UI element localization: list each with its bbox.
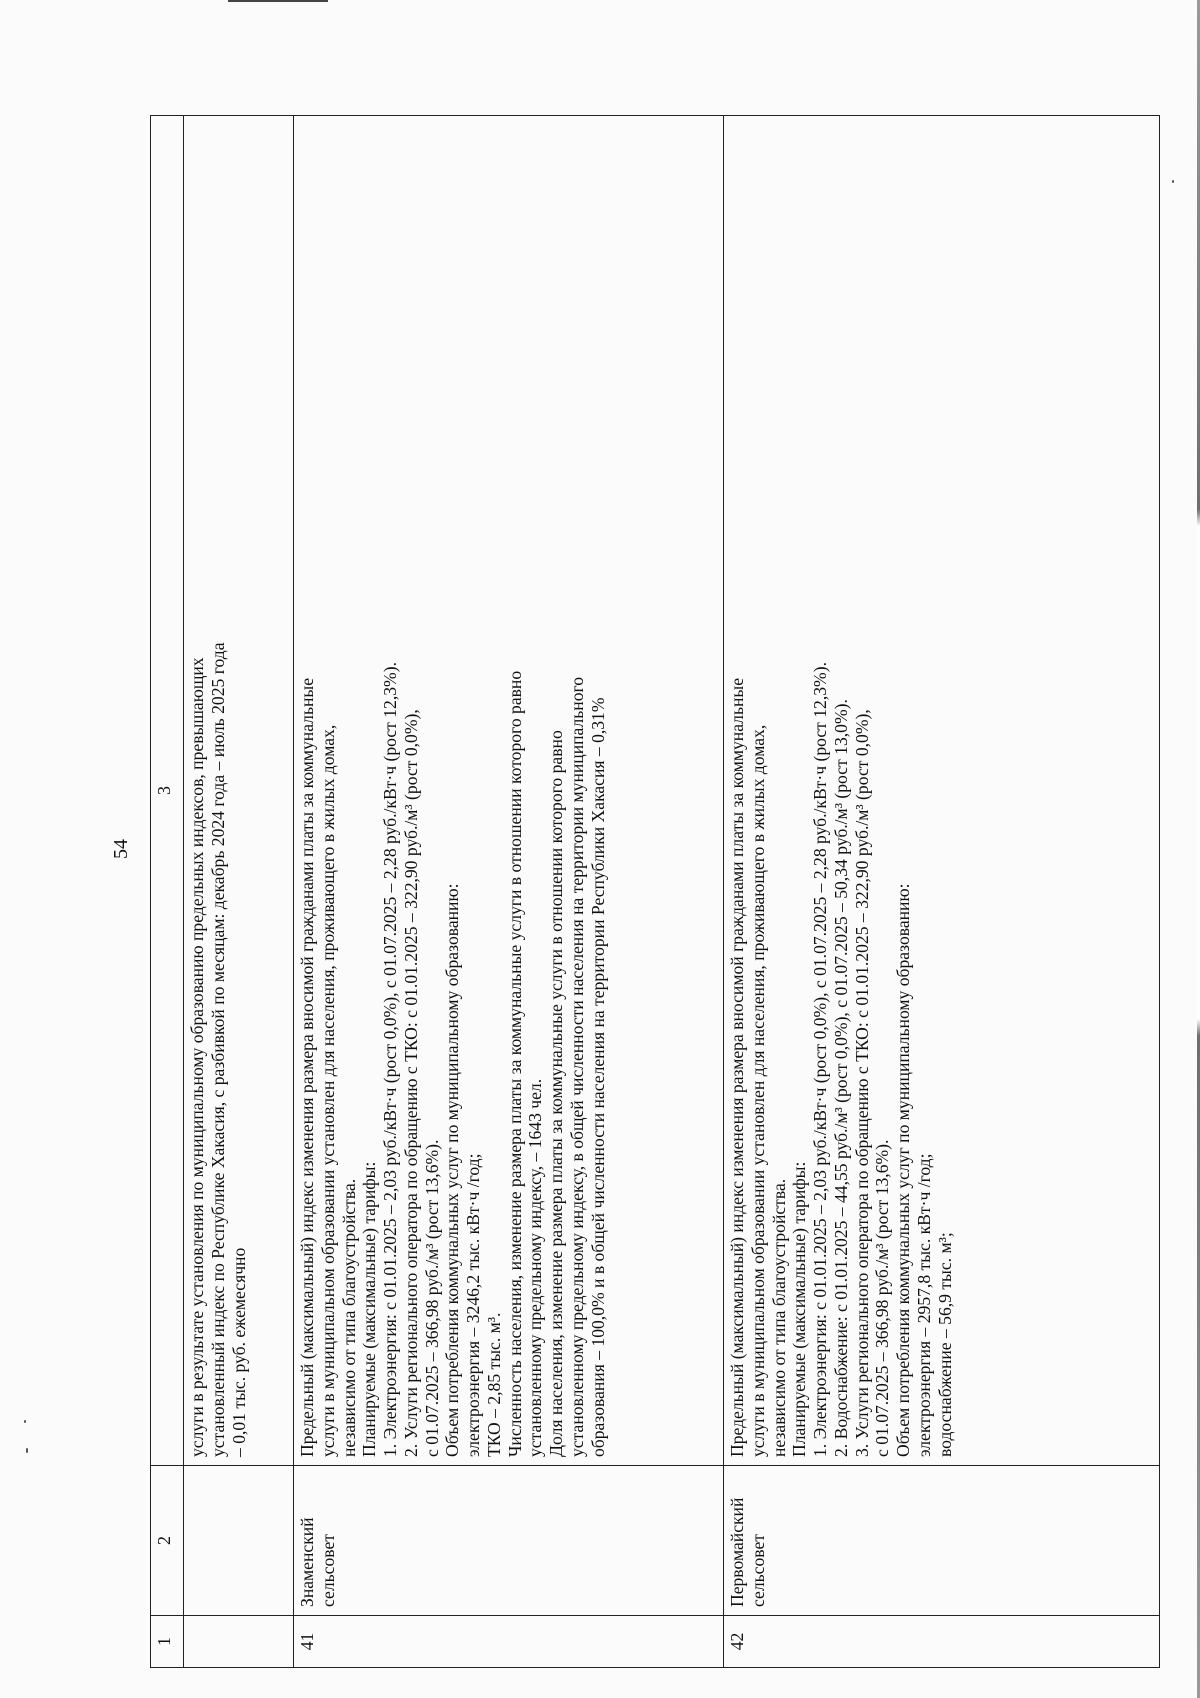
header-col-3: 3 xyxy=(151,116,184,1466)
text-line: независимо от типа благоустройства. xyxy=(768,1178,789,1457)
text-line: установленному предельному индексу, – 1643 чел. xyxy=(525,1078,546,1457)
municipality-name: Первомайский сельсовет xyxy=(724,1466,1160,1616)
text-line: Планируемые (максимальные) тарифы: xyxy=(359,1161,380,1457)
text-line: услуги в муниципальном образовании установлен для населения, проживающего в жилых домах, xyxy=(317,724,338,1457)
text-line: установленному предельному индексу, в общей численности населения на территории муниципального xyxy=(566,676,587,1457)
municipality-name xyxy=(184,1466,294,1616)
text-line: Численность населения, изменение размера платы за коммунальные услуги в отношении которого равно xyxy=(504,670,525,1457)
text-line: 3. Услуги регионального оператора по обращению с ТКО: с 01.01.2025 – 322,90 руб./м³ (рост 0,0%), xyxy=(851,709,872,1457)
header-col-2: 2 xyxy=(151,1466,184,1616)
text-line: Планируемые (максимальные) тарифы: xyxy=(789,1161,810,1457)
text-line: ТКО – 2,85 тыс. м³. xyxy=(483,1312,504,1457)
text-line: 2. Услуги регионального оператора по обращению с ТКО: с 01.01.2025 – 322,90 руб./м³ (рост 0,0%), xyxy=(400,709,421,1457)
tariff-table xyxy=(150,115,1160,1668)
text-line: электроэнергия – 3246,2 тыс. кВт·ч /год; xyxy=(463,1153,483,1457)
text-line: электроэнергия – 2957,8 тыс. кВт·ч /год; xyxy=(913,1153,934,1457)
text-line: услуги в муниципальном образовании установлен для населения, проживающего в жилых домах, xyxy=(747,724,768,1457)
text-line: 1. Электроэнергия: с 01.01.2025 – 2,03 руб./кВт·ч (рост 0,0%), с 01.07.2025 – 2,28 руб./кВт·ч (рост 12,3%). xyxy=(380,662,400,1457)
table-row xyxy=(184,116,294,1668)
row-number xyxy=(184,1616,294,1668)
text-line: независимо от типа благоустройства. xyxy=(338,1178,359,1457)
text-line: Предельный (максимальный) индекс изменения размера вносимой гражданами платы за коммунальные xyxy=(297,677,317,1457)
table-row xyxy=(294,116,724,1668)
table-row xyxy=(724,116,1160,1668)
text-line: с 01.07.2025 – 366,98 руб./м³ (рост 13,6%). xyxy=(421,1139,442,1457)
text-line: Доля населения, изменение размера платы за коммунальные услуги в отношении которого равно xyxy=(546,730,566,1457)
row-number: 42 xyxy=(724,1616,1160,1668)
text-line: услуги в результате установления по муниципальному образованию предельных индексов, превышающих xyxy=(187,657,207,1457)
text-line: образования – 100,0% и в общей численности населения на территории Республики Хакасия – 0,31% xyxy=(587,697,608,1457)
page-number: 54 xyxy=(110,839,132,859)
table-header-row xyxy=(151,116,184,1668)
text-line: Объем потребления коммунальных услуг по муниципальному образованию: xyxy=(442,883,463,1457)
header-col-1: 1 xyxy=(151,1616,184,1668)
text-line: 2. Водоснабжение: с 01.01.2025 – 44,55 руб./м³ (рост 0,0%), с 01.07.2025 – 50,34 руб./м³ (рост 13,0%). xyxy=(830,699,851,1457)
text-line: с 01.07.2025 – 366,98 руб./м³ (рост 13,6%). xyxy=(872,1139,893,1457)
municipality-name: Знаменский сельсовет xyxy=(294,1466,724,1616)
description-cell xyxy=(294,116,724,1466)
text-line: Предельный (максимальный) индекс изменения размера вносимой гражданами платы за коммунальные xyxy=(727,677,747,1457)
row-number: 41 xyxy=(294,1616,724,1668)
text-line: 1. Электроэнергия: с 01.01.2025 – 2,03 руб./кВт·ч (рост 0,0%), с 01.07.2025 – 2,28 руб./кВт·ч (рост 12,3%). xyxy=(810,662,830,1457)
description-cell xyxy=(184,116,294,1466)
description-cell xyxy=(724,116,1160,1466)
text-line: Объем потребления коммунальных услуг по муниципальному образованию: xyxy=(893,883,913,1457)
text-line: установленный индекс по Республике Хакасия, с разбивкой по месяцам: декабрь 2024 года – июль 2025 года xyxy=(207,642,228,1457)
text-line: водоснабжение – 56,9 тыс. м³; xyxy=(934,1232,955,1457)
text-line: – 0,01 тыс. руб. ежемесячно xyxy=(228,1247,249,1457)
